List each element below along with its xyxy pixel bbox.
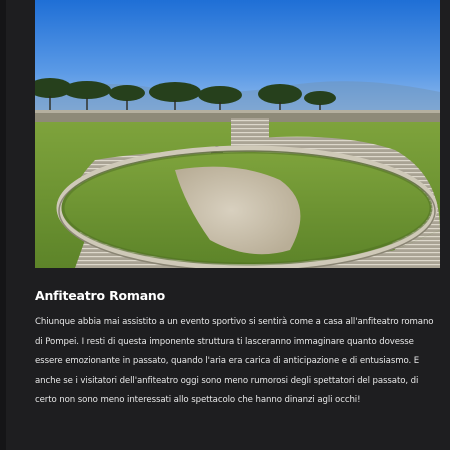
amphitheatre-photo bbox=[35, 0, 440, 268]
article-body: Chiunque abbia mai assistito a un evento sportivo si sentirà come a casa all'anfiteatro romano di Pompei. I resti di questa imponente struttura ti lasceranno immaginare quanto dovesse essere emozionante in passato, quando l'aria era carica di anticipazione e di entusiasmo. E anche se i visitatori dell'anfiteatro oggi sono meno rumorosi degli spettatori del passato, di certo non sono meno interessati allo spettacolo che hanno dinanzi agli occhi! bbox=[35, 317, 434, 406]
left-edge-strip bbox=[0, 0, 6, 450]
article-title: Anfiteatro Romano bbox=[35, 288, 166, 303]
